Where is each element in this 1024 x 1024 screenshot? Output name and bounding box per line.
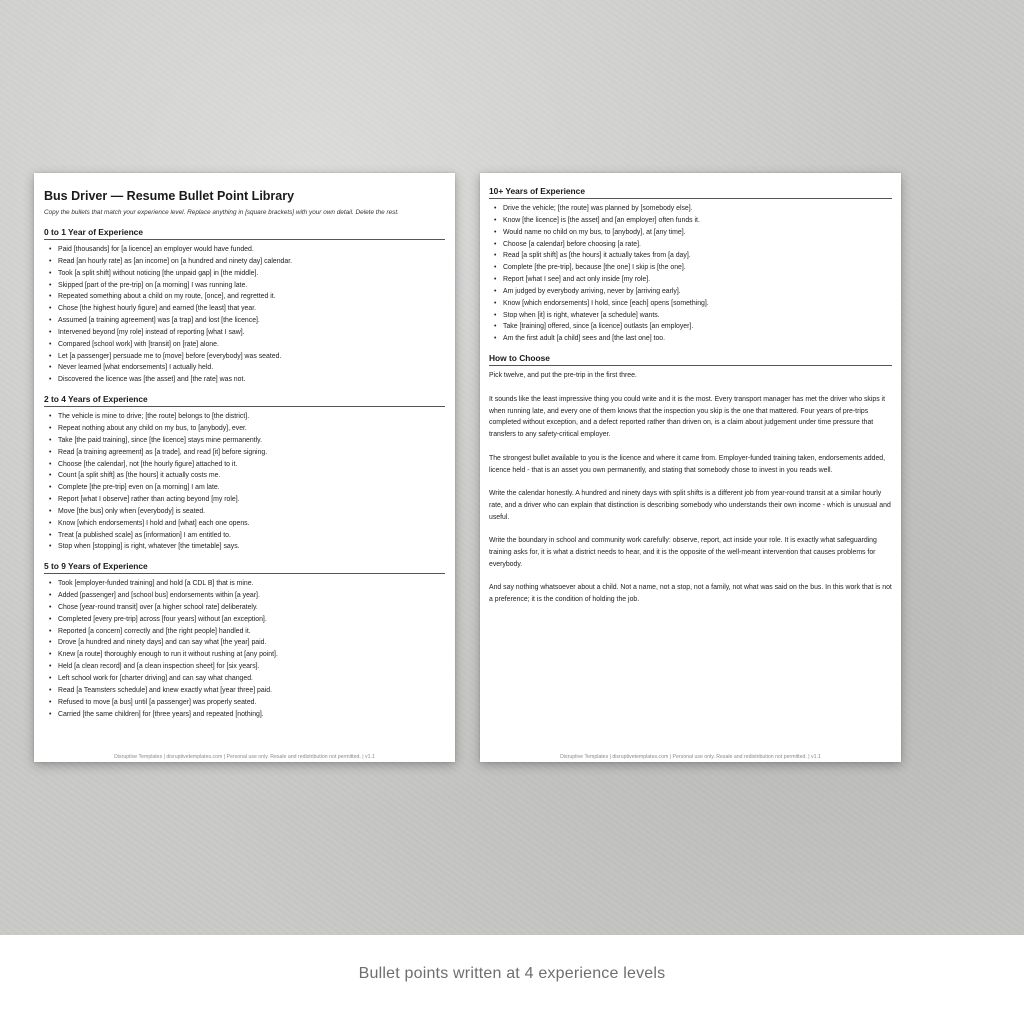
bullet-item: • Took [employer-funded training] and hold [a CDL B] that is mine. (49, 578, 445, 590)
paragraph: The strongest bullet available to you is the licence and where it came from. Employer-funded training taken, endorsements added, licence held - that is an asset you own permanently, and stating that somebody chose to invest in you reads well. (489, 454, 886, 474)
bullet-item: • The vehicle is mine to drive; [the route] belongs to [the district]. (49, 411, 445, 423)
bullet-item: • Know [which endorsements] I hold, since [each] opens [something]. (494, 298, 892, 310)
bullet-item: • Compared [school work] with [transit] on [rate] alone. (49, 339, 445, 351)
document-page-right (480, 173, 901, 762)
bullet-item: • Discovered the licence was [the asset] and [the rate] was not. (49, 374, 445, 386)
bullet-list-5-9-years (44, 578, 445, 720)
bullet-item: • Stop when [it] is right, whatever [a schedule] wants. (494, 310, 892, 322)
paragraph: It sounds like the least impressive thing you could write and it is the most. Every transport manager has met the driver who skips it when running late, and every one of them knows that the inspection you skip is the one that mattered. Four years of pre-trips completed without exception, and a defect reported rather than driven on, is a claim about judgement under time pressure that transfers to any safety-critical employer. (489, 395, 886, 439)
document-intro: Copy the bullets that match your experience level. Replace anything in [square brackets] with your own detail. Delete the rest. (44, 209, 399, 216)
image-caption: Bullet points written at 4 experience levels (358, 965, 666, 982)
bullet-item: • Refused to move [a bus] until [a passenger] was properly seated. (49, 697, 445, 709)
bullet-item: • Choose [a calendar] before choosing [a rate]. (494, 239, 892, 251)
page-footer: Disruptive Templates | disruptivetemplates.com | Personal use only. Resale and redistribution not permitted. | v1.1 (560, 754, 821, 760)
document-title: Bus Driver — Resume Bullet Point Library (44, 189, 295, 203)
bullet-list-0-1-years (44, 244, 445, 386)
bullet-item: • Let [a passenger] persuade me to [move] before [everybody] was seated. (49, 351, 445, 363)
bullet-item: • Knew [a route] thoroughly enough to run it without rushing at [any point]. (49, 649, 445, 661)
bullet-list-10-plus-years (489, 203, 892, 345)
section-heading-2-4-years: 2 to 4 Years of Experience (44, 394, 445, 407)
bullet-item: • Read [a split shift] as [the hours] it actually takes from [a day]. (494, 250, 892, 262)
bullet-item: • Count [a split shift] as [the hours] it actually costs me. (49, 470, 445, 482)
bullet-item: • Choose [the calendar], not [the hourly figure] attached to it. (49, 459, 445, 471)
bullet-item: • Complete [the pre-trip], because [the one] I skip is [the one]. (494, 262, 892, 274)
bullet-item: • Am the first adult [a child] sees and [the last one] too. (494, 333, 892, 345)
bullet-list-2-4-years (44, 411, 445, 553)
bullet-item: • Took [a split shift] without noticing [the unpaid gap] in [the middle]. (49, 268, 445, 280)
page-footer: Disruptive Templates | disruptivetemplates.com | Personal use only. Resale and redistribution not permitted. | v1.1 (114, 754, 375, 760)
bullet-item: • Know [which endorsements] I hold and [what] each one opens. (49, 518, 445, 530)
bullet-item: • Stop when [stopping] is right, whatever [the timetable] says. (49, 541, 445, 553)
bullet-item: • Completed [every pre-trip] across [four years] without [an exception]. (49, 614, 445, 626)
how-to-choose-body (489, 370, 892, 606)
paragraph: Write the calendar honestly. A hundred and ninety days with split shifts is a different job from year-round transit at a similar hourly rate, and a driver who can explain that distinction is describing somebody who understands their own income - which is unusual and useful. (489, 490, 891, 521)
section-heading-0-1-years: 0 to 1 Year of Experience (44, 227, 445, 240)
bullet-item: • Am judged by everybody arriving, never by [arriving early]. (494, 286, 892, 298)
bullet-item: • Know [the licence] is [the asset] and [an employer] often funds it. (494, 215, 892, 227)
bullet-item: • Report [what I observe] rather than acting beyond [my role]. (49, 494, 445, 506)
bullet-item: • Never learned [what endorsements] I actually held. (49, 362, 445, 374)
bullet-item: • Assumed [a training agreement] was [a trap] and lost [the licence]. (49, 315, 445, 327)
bullet-item: • Would name no child on my bus, to [anybody], at [any time]. (494, 227, 892, 239)
bullet-item: • Held [a clean record] and [a clean inspection sheet] for [six years]. (49, 661, 445, 673)
bullet-item: • Reported [a concern] correctly and [the right people] handled it. (49, 626, 445, 638)
bullet-item: • Skipped [part of the pre-trip] on [a morning] I was running late. (49, 280, 445, 292)
section-heading-10-plus-years: 10+ Years of Experience (489, 186, 892, 199)
bullet-item: • Chose [the highest hourly figure] and earned [the least] that year. (49, 303, 445, 315)
bullet-item: • Left school work for [charter driving] and can say what changed. (49, 673, 445, 685)
paragraph: And say nothing whatsoever about a child. Not a name, not a stop, not a family, not what was said on the bus. In this work that is not a preference; it is the condition of holding the job. (489, 584, 892, 604)
bullet-item: • Carried [the same children] for [three years] and repeated [nothing]. (49, 709, 445, 721)
bullet-item: • Report [what I see] and act only inside [my role]. (494, 274, 892, 286)
paragraph: Pick twelve, and put the pre-trip in the first three. (489, 372, 637, 380)
bullet-item: • Drive the vehicle; [the route] was planned by [somebody else]. (494, 203, 892, 215)
bullet-item: • Added [passenger] and [school bus] endorsements within [a year]. (49, 590, 445, 602)
bullet-item: • Take [training] offered, since [a licence] outlasts [an employer]. (494, 321, 892, 333)
bullet-item: • Move [the bus] only when [everybody] is seated. (49, 506, 445, 518)
bullet-item: • Chose [year-round transit] over [a higher school rate] deliberately. (49, 602, 445, 614)
bullet-item: • Read [a Teamsters schedule] and knew exactly what [year three] paid. (49, 685, 445, 697)
bullet-item: • Drove [a hundred and ninety days] and can say what [the year] paid. (49, 637, 445, 649)
section-heading-how-to-choose: How to Choose (489, 353, 892, 366)
bullet-item: • Treat [a published scale] as [information] I am entitled to. (49, 530, 445, 542)
bullet-item: • Repeated something about a child on my route, [once], and regretted it. (49, 291, 445, 303)
bullet-item: • Paid [thousands] for [a licence] an employer would have funded. (49, 244, 445, 256)
document-page-left (34, 173, 455, 762)
paragraph: Write the boundary in school and community work carefully: observe, report, act inside your role. It is exactly what safeguarding training asks for, it is what a district needs to hear, and it is the opposite of the well-meant intervention that causes problems for everybody. (489, 537, 877, 568)
section-heading-5-9-years: 5 to 9 Years of Experience (44, 561, 445, 574)
bullet-item: • Read [an hourly rate] as [an income] on [a hundred and ninety day] calendar. (49, 256, 445, 268)
bullet-item: • Repeat nothing about any child on my bus, to [anybody], ever. (49, 423, 445, 435)
bullet-item: • Read [a training agreement] as [a trade], and read [it] before signing. (49, 447, 445, 459)
bullet-item: • Intervened beyond [my role] instead of reporting [what I saw]. (49, 327, 445, 339)
bullet-item: • Complete [the pre-trip] even on [a morning] I am late. (49, 482, 445, 494)
bullet-item: • Take [the paid training], since [the licence] stays mine permanently. (49, 435, 445, 447)
